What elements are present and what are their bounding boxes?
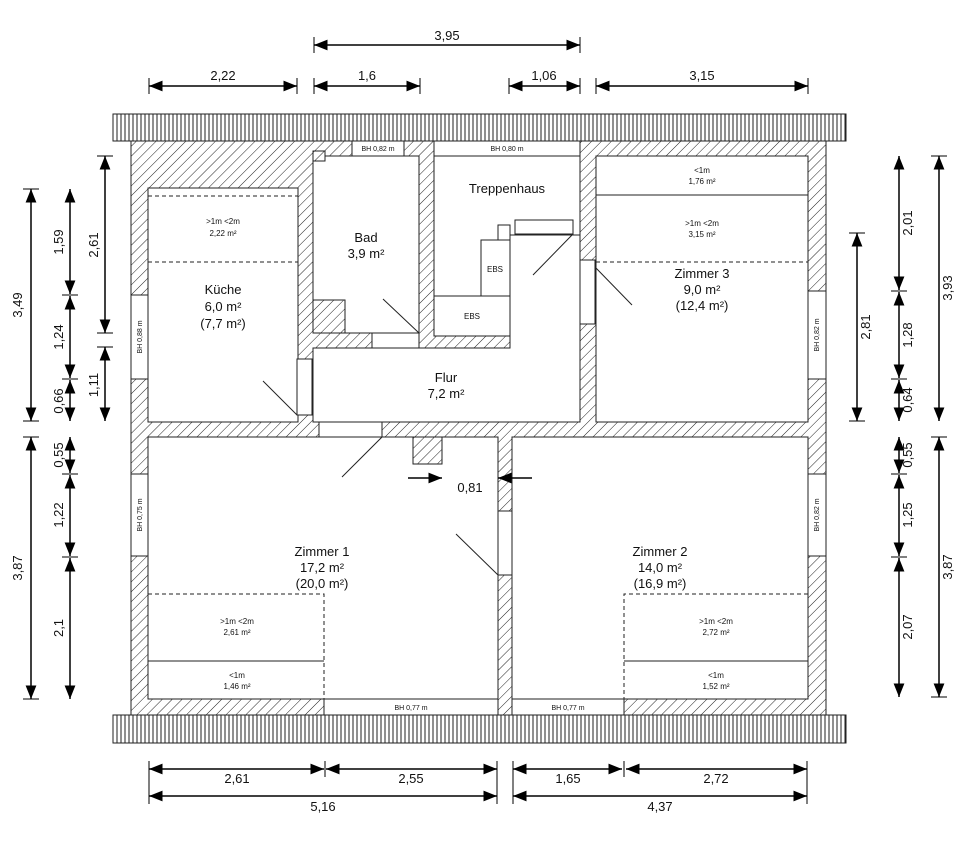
dim-l-21: 2,1 — [51, 618, 66, 638]
z1-name: Zimmer 1 — [294, 544, 350, 559]
dim-l-159: 1,59 — [51, 229, 66, 255]
dim-r-055: 0,55 — [900, 442, 915, 468]
door-treppe — [515, 220, 573, 234]
dim-top-106: 1,06 — [531, 68, 557, 83]
kueche-gross: (7,7 m²) — [200, 316, 246, 331]
dim-bot-437: 4,37 — [647, 799, 673, 814]
flur-name: Flur — [434, 370, 458, 385]
dim-r-125: 1,25 — [900, 502, 915, 528]
bh-z2-bottom: BH 0,77 m — [551, 705, 585, 712]
ebs-label-1: EBS — [486, 265, 504, 274]
z3-name: Zimmer 3 — [674, 266, 730, 281]
dim-bot-272: 2,72 — [703, 771, 729, 786]
dim-l-261: 2,61 — [86, 232, 101, 258]
dim-l-066: 0,66 — [51, 388, 66, 414]
dim-top-16: 1,6 — [357, 68, 377, 83]
z3-low-label: <1m — [694, 166, 710, 175]
door-zimmer3 — [580, 260, 595, 324]
z1-area: 17,2 m² — [299, 560, 345, 575]
dim-r-064: 0,64 — [900, 387, 915, 413]
kueche-sub-area: 2,22 m² — [209, 229, 237, 238]
dim-r-207: 2,07 — [900, 614, 915, 640]
kueche-sub-label: >1m <2m — [206, 217, 240, 226]
bh-zimmer1: BH 0,75 m — [137, 498, 144, 532]
z2-sub-area: 2,72 m² — [702, 628, 730, 637]
bad-area: 3,9 m² — [347, 246, 385, 261]
dim-l-122: 1,22 — [51, 502, 66, 528]
z2-sub-label: >1m <2m — [699, 617, 733, 626]
door-zimmer2 — [498, 511, 512, 575]
z3-area: 9,0 m² — [683, 282, 721, 297]
dim-mid-081: 0,81 — [457, 480, 483, 495]
dim-bot-261: 2,61 — [224, 771, 250, 786]
dim-l-124: 1,24 — [51, 324, 66, 350]
z1-low-area: 1,46 m² — [223, 682, 251, 691]
kueche-name: Küche — [204, 282, 242, 297]
door-zimmer1 — [319, 422, 382, 437]
treppenhaus-name: Treppenhaus — [468, 181, 546, 196]
z2-gross: (16,9 m²) — [633, 576, 687, 591]
z3-sub-label: >1m <2m — [685, 219, 719, 228]
z3-sub-area: 3,15 m² — [688, 230, 716, 239]
z1-sub-area: 2,61 m² — [223, 628, 251, 637]
dim-top-395: 3,95 — [434, 28, 460, 43]
dim-bot-516: 5,16 — [310, 799, 336, 814]
dim-r-393: 3,93 — [940, 275, 955, 301]
dim-top-222: 2,22 — [210, 68, 236, 83]
roof-eave-top — [113, 114, 846, 141]
bh-zimmer3: BH 0,82 m — [814, 318, 821, 352]
ebs-label-2: EBS — [463, 312, 481, 321]
bh-bad: BH 0,82 m — [361, 146, 395, 153]
z1-gross: (20,0 m²) — [295, 576, 349, 591]
dim-l-387: 3,87 — [10, 555, 25, 581]
door-bad — [372, 333, 419, 348]
stair-landing — [498, 225, 510, 240]
kueche-area: 6,0 m² — [204, 299, 242, 314]
dim-r-128: 1,28 — [900, 322, 915, 348]
dim-bot-255: 2,55 — [398, 771, 424, 786]
bh-z1-bottom: BH 0,77 m — [394, 705, 428, 712]
z2-name: Zimmer 2 — [632, 544, 688, 559]
bh-kueche: BH 0,88 m — [137, 320, 144, 354]
z2-area: 14,0 m² — [637, 560, 683, 575]
bh-treppenhaus: BH 0,80 m — [490, 146, 524, 153]
dim-l-349: 3,49 — [10, 292, 25, 318]
z3-gross: (12,4 m²) — [675, 298, 729, 313]
door-kueche — [297, 359, 312, 415]
dim-r-201: 2,01 — [900, 210, 915, 236]
flur-shaft — [413, 437, 442, 464]
z2-low-area: 1,52 m² — [702, 682, 730, 691]
bad-shaft — [313, 300, 345, 333]
dim-r-387: 3,87 — [940, 554, 955, 580]
dim-top-315: 3,15 — [689, 68, 715, 83]
dim-bot-165: 1,65 — [555, 771, 581, 786]
z1-low-label: <1m — [229, 671, 245, 680]
flur-area: 7,2 m² — [427, 386, 465, 401]
bh-zimmer2: BH 0,82 m — [814, 498, 821, 532]
dim-l-111: 1,11 — [86, 372, 101, 398]
dim-l-055: 0,55 — [51, 442, 66, 468]
z1-sub-label: >1m <2m — [220, 617, 254, 626]
z2-low-label: <1m — [708, 671, 724, 680]
z3-low-area: 1,76 m² — [688, 177, 716, 186]
dim-r-281: 2,81 — [858, 314, 873, 340]
bad-name: Bad — [354, 230, 378, 245]
bad-vent — [313, 151, 325, 161]
roof-eave-bottom — [113, 715, 846, 743]
